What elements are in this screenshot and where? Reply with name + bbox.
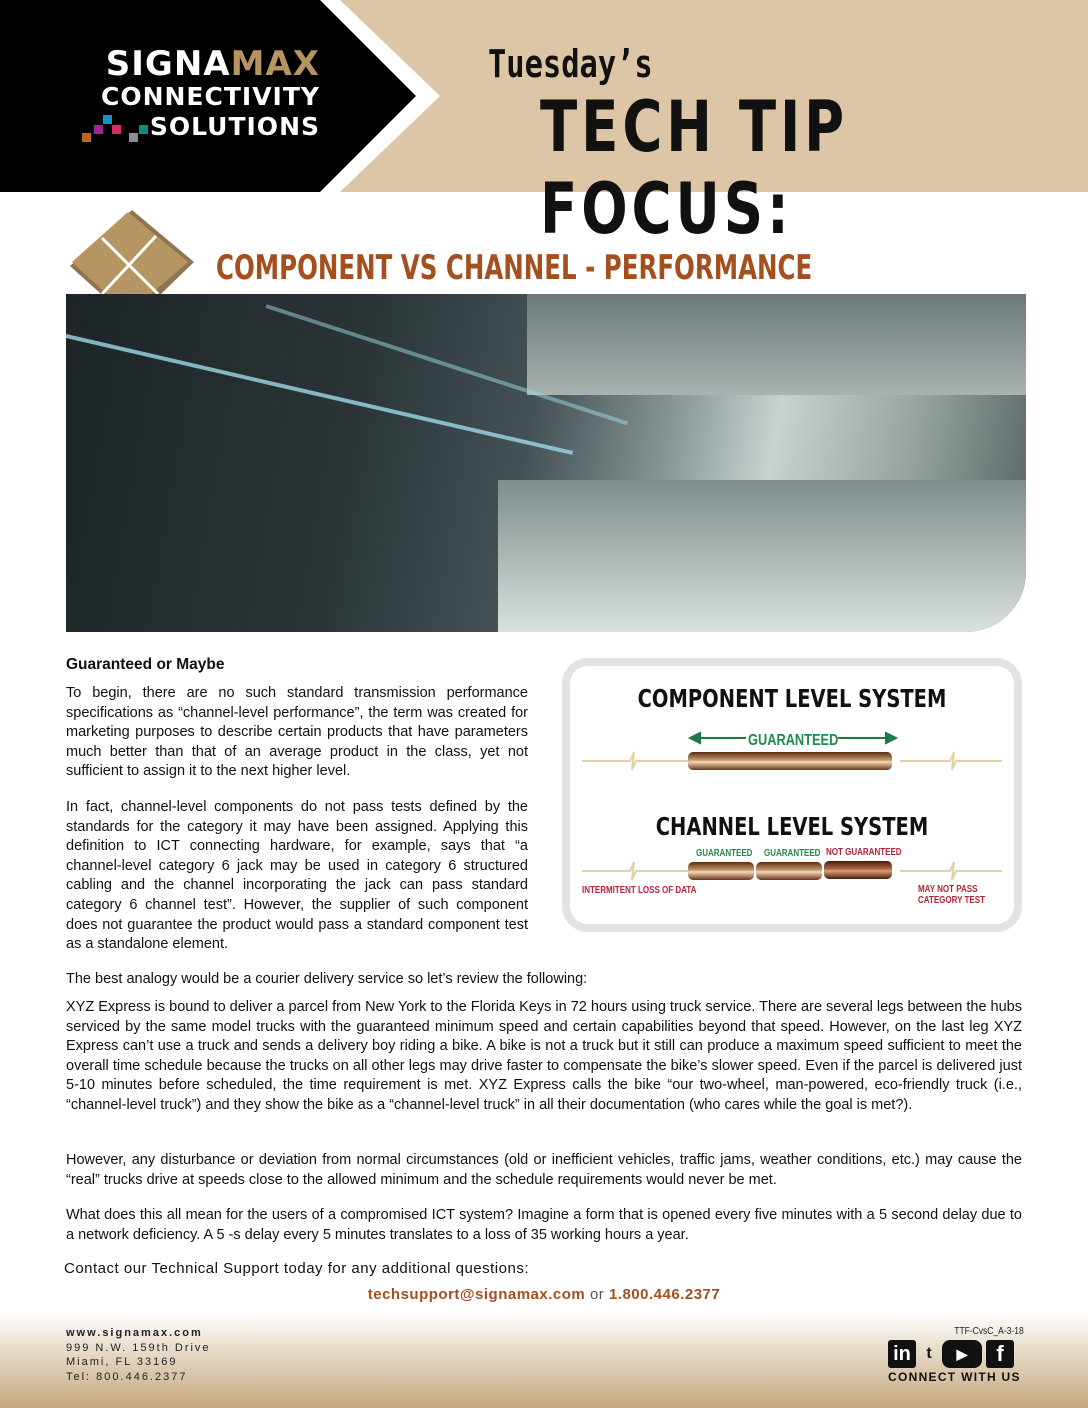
subheading: Guaranteed or Maybe xyxy=(66,656,225,673)
header-title: TECH TIP FOCUS: xyxy=(540,86,849,250)
channel-cable-segment xyxy=(756,862,822,880)
left-note: INTERMITENT LOSS OF DATA xyxy=(582,885,697,896)
paragraph: However, any disturbance or deviation from normal circumstances (old or inefficient vehicles, traffic jams, weather conditions, etc.) may cause the “real” trucks drive at speeds close to the allowed minimum and the schedule requirements would never be met. xyxy=(66,1152,1022,1188)
signamax-logo xyxy=(66,46,320,142)
segment-label-not-guaranteed: NOT GUARANTEED xyxy=(826,847,902,858)
section-title: COMPONENT VS CHANNEL - PERFORMANCE xyxy=(216,248,813,288)
logo-line-connectivity: CONNECTIVITY xyxy=(100,82,320,111)
right-note xyxy=(918,884,986,906)
or-text: or xyxy=(589,1286,605,1303)
channel-cable-segment xyxy=(824,861,892,879)
paragraph: To begin, there are no such standard transmission performance specifications as “channel-level performance”, the term was created for marketing purposes to describe certain products that have parameters much better than that of an average product in the class, yet not sufficient to assign it to the next higher level. xyxy=(66,685,528,780)
header-banner xyxy=(0,0,1088,250)
component-level-title: COMPONENT LEVEL SYSTEM xyxy=(637,684,947,713)
footer-address xyxy=(66,1326,211,1384)
city: Miami, FL 33169 xyxy=(66,1356,178,1368)
logo-brand-white: SIGNA xyxy=(105,44,231,84)
segment-label: GUARANTEED xyxy=(696,848,753,859)
twitter-icon[interactable]: t xyxy=(926,1345,932,1362)
contact-links xyxy=(0,1286,1088,1303)
right-note-line: MAY NOT PASS xyxy=(918,884,978,895)
telephone: Tel: 800.446.2377 xyxy=(66,1370,188,1383)
right-note-line: CATEGORY TEST xyxy=(918,895,985,906)
paragraph: What does this all mean for the users of a compromised ICT system? Imagine a form that is opened every five minutes with a 5 second delay due to a network deficiency. A 5 -s delay every 5 minutes translates to a loss of 35 working hours a year. xyxy=(66,1207,1022,1243)
street: 999 N.W. 159th Drive xyxy=(66,1341,211,1354)
document-code: TTF-CvsC_A-3-18 xyxy=(954,1326,1024,1337)
logo-line-solutions: SOLUTIONS xyxy=(149,112,320,141)
logo-brand-gold: MAX xyxy=(230,44,320,84)
header-kicker: Tuesday’s xyxy=(488,42,653,86)
website-link[interactable]: www.signamax.com xyxy=(66,1327,203,1339)
paragraph: In fact, channel-level components do not pass tests defined by the standards for the category it may have been assigned. Applying this definition to ICT connecting hardware, for example, says that “a channel-level category 6 jack may be used in category 6 structured cabling and the channel incorporating the jack can pass standard category 6 channel test”. However, the supplier of such component does not guarantee the product would pass a standard component test as a standalone element. xyxy=(66,799,528,953)
channel-level-title: CHANNEL LEVEL SYSTEM xyxy=(655,812,929,841)
component-vs-channel-diagram xyxy=(562,658,1022,932)
channel-cable-segment xyxy=(688,862,754,880)
connect-with-us-label: CONNECT WITH US xyxy=(888,1370,1021,1384)
segment-label: GUARANTEED xyxy=(764,848,821,859)
facebook-icon[interactable]: f xyxy=(986,1340,1014,1368)
guaranteed-label: GUARANTEED xyxy=(748,732,839,749)
paragraph: The best analogy would be a courier delivery service so let’s review the following: xyxy=(66,971,588,987)
social-links xyxy=(888,1340,1014,1368)
component-cable xyxy=(688,752,892,770)
subway-station-photo xyxy=(66,294,1026,632)
support-phone-link[interactable]: 1.800.446.2377 xyxy=(608,1286,721,1303)
contact-prompt: Contact our Technical Support today for any additional questions: xyxy=(64,1260,529,1277)
paragraph: XYZ Express is bound to deliver a parcel from New York to the Florida Keys in 72 hours using truck service. There are several legs between the hubs serviced by the same model trucks with the guaranteed minimum speed and certain capabilities beyond that speed. However, on the last leg XYZ Express can’t use a truck and sends a delivery boy riding a bike. A bike is not a truck but it still can produce a maximum speed sufficient to meet the overall time schedule because the trucks on all other legs may drive faster to compensate the bike’s slower speed. Even if the parcel is delivered just 5-10 minutes before scheduled, the time requirement is met. XYZ Express calls the bike “our two-wheel, man-powered, eco-friendly truck (i.e., “channel-level truck”) and they show the bike as a “channel-level truck” in all their documentation (who cares while the goal is met?). xyxy=(66,999,1022,1113)
youtube-icon[interactable]: ▶ xyxy=(942,1340,982,1368)
linkedin-icon[interactable]: in xyxy=(888,1340,916,1368)
support-email-link[interactable]: techsupport@signamax.com xyxy=(367,1286,586,1303)
